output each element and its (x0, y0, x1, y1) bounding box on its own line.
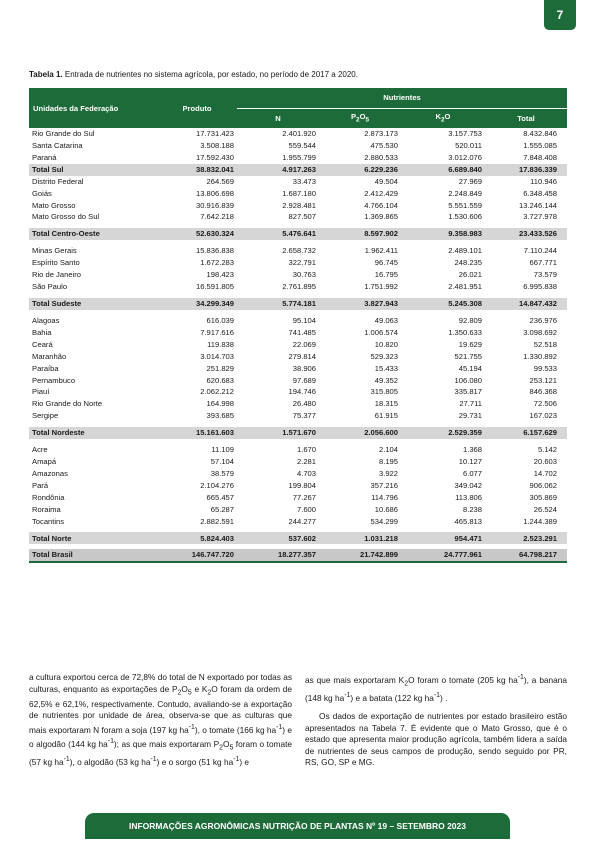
table-row (29, 375, 567, 387)
table-cell: 199.804 (288, 480, 316, 490)
table-cell: 954.471 (401, 532, 485, 544)
table-cell: 15.433 (374, 363, 398, 373)
table-cell: 2.523.291 (485, 532, 567, 544)
row-label: Paraná (32, 152, 57, 162)
total-row (29, 228, 567, 240)
table-caption (29, 70, 358, 79)
table-row (29, 269, 567, 281)
table-cell: 305.869 (529, 492, 557, 502)
table-cell: 5.774.181 (237, 298, 319, 310)
table-row (29, 468, 567, 480)
table-cell: 3.727.978 (523, 212, 557, 222)
row-label: Total Brasil (29, 549, 157, 562)
caption-label: Tabela 1. (29, 70, 63, 79)
table-cell: 846.368 (529, 387, 557, 397)
table-cell: 322.791 (288, 258, 316, 268)
table-cell: 26.524 (533, 504, 557, 514)
table-cell: 741.485 (288, 327, 316, 337)
table-row (29, 339, 567, 351)
table-row (29, 410, 567, 422)
table-cell: 349.042 (454, 480, 482, 490)
table-row (29, 492, 567, 504)
table-cell: 52.630.324 (157, 228, 237, 240)
table-cell: 10.820 (374, 339, 398, 349)
table-cell: 77.267 (292, 492, 316, 502)
table-row (29, 351, 567, 363)
table-cell: 1.244.389 (523, 516, 557, 526)
table-cell: 4.766.104 (364, 200, 398, 210)
row-label: Sergipe (32, 411, 59, 421)
table-cell: 2.481.951 (448, 282, 482, 292)
row-label: Acre (32, 445, 48, 455)
table-cell: 5.245.308 (401, 298, 485, 310)
table-cell: 244.277 (288, 516, 316, 526)
table-cell: 6.077 (462, 468, 482, 478)
table-cell: 18.277.357 (237, 549, 319, 562)
header-total: Total (485, 108, 567, 128)
table-row (29, 281, 567, 293)
table-row (29, 188, 567, 200)
row-label: Amapá (32, 457, 57, 467)
table-cell: 114.796 (371, 492, 398, 502)
table-body (29, 128, 567, 562)
table-cell: 8.597.902 (319, 228, 401, 240)
table-cell: 827.507 (288, 212, 316, 222)
table-cell: 465.813 (454, 516, 482, 526)
table-cell: 198.423 (206, 270, 234, 280)
table-row (29, 386, 567, 398)
table-cell: 521.755 (454, 351, 482, 361)
table-cell: 30.763 (292, 270, 316, 280)
table-cell: 38.832.041 (157, 164, 237, 176)
table-cell: 264.569 (206, 176, 234, 186)
table-cell: 21.742.899 (319, 549, 401, 562)
table-cell: 38.906 (292, 363, 316, 373)
table-cell: 26.480 (292, 399, 316, 409)
table-cell: 16.795 (374, 270, 398, 280)
table-cell: 14.702 (533, 468, 557, 478)
row-label: Maranhão (32, 351, 67, 361)
table-row (29, 363, 567, 375)
table-cell: 167.023 (529, 411, 557, 421)
table-cell: 1.031.218 (319, 532, 401, 544)
table-cell: 110.946 (530, 176, 557, 186)
row-label: São Paulo (32, 282, 68, 292)
table-cell: 2.658.732 (282, 246, 316, 256)
table-cell: 23.433.526 (485, 228, 567, 240)
table-cell: 2.873.173 (364, 129, 398, 138)
row-label: Santa Catarina (32, 140, 83, 150)
table-row (29, 327, 567, 339)
table-cell: 49.063 (374, 315, 398, 325)
table-row (29, 176, 567, 188)
table-cell: 1.530.606 (448, 212, 482, 222)
table-row (29, 211, 567, 223)
table-cell: 1.571.670 (237, 427, 319, 439)
footer-banner: INFORMAÇÕES AGRONÔMICAS NUTRIÇÃO DE PLANTAS Nº 19 – SETEMBRO 2023 (85, 813, 510, 839)
table-cell: 13.246.144 (518, 200, 557, 210)
table-cell: 8.432.846 (523, 129, 557, 138)
table-cell: 475.530 (370, 140, 398, 150)
table-row (29, 398, 567, 410)
total-row (29, 532, 567, 544)
table-cell: 3.508.188 (200, 140, 234, 150)
row-label: Alagoas (32, 315, 60, 325)
table-cell: 75.377 (292, 411, 316, 421)
paragraph-right-2: Os dados de exportação de nutrientes por estado brasileiro estão apresentados na Tabela 7. É evidente que o Mato Grosso, que é o estado que apresenta maior produção agrícola, também lidera a saída de nutrientes de seus campos de produção, sendo seguido por PR, RS, GO, SP e MG. (305, 711, 567, 768)
table-cell: 164.998 (206, 399, 234, 409)
header-nutrientes: Nutrientes (237, 88, 567, 108)
table-cell: 14.847.432 (485, 298, 567, 310)
table-cell: 7.642.218 (200, 212, 234, 222)
table-cell: 906.062 (529, 480, 557, 490)
table-cell: 1.368 (462, 445, 482, 455)
table-cell: 2.281 (296, 457, 316, 467)
table-cell: 1.672.283 (200, 258, 234, 268)
table-cell: 520.011 (455, 140, 482, 150)
row-label: Minas Gerais (32, 246, 77, 256)
row-label: Rio de Janeiro (32, 270, 81, 280)
table-cell: 251.829 (206, 363, 234, 373)
table-cell: 2.104 (378, 445, 398, 455)
row-label: Rio Grande do Norte (32, 399, 103, 409)
table-cell: 2.104.276 (200, 480, 234, 490)
table-cell: 2.401.920 (282, 129, 316, 138)
table-cell: 279.814 (288, 351, 316, 361)
table-cell: 5.142 (537, 445, 557, 455)
table-cell: 3.014.703 (200, 351, 234, 361)
total-row (29, 427, 567, 439)
table-cell: 57.104 (210, 457, 234, 467)
table-cell: 146.747.720 (157, 549, 237, 562)
table-cell: 27.711 (459, 399, 482, 409)
table-cell: 5.476.641 (237, 228, 319, 240)
table-cell: 65.287 (210, 504, 234, 514)
header-p2o5: $P_2O_5$ (319, 108, 401, 128)
table-cell: 113.806 (455, 492, 482, 502)
table-cell: 537.602 (237, 532, 319, 544)
table-cell: 97.689 (292, 375, 316, 385)
table-row (29, 444, 567, 456)
table-cell: 1.687.180 (282, 188, 316, 198)
table-cell: 357.216 (370, 480, 398, 490)
table-cell: 4.703 (296, 468, 316, 478)
header-n: N (237, 108, 319, 128)
table-cell: 7.848.408 (523, 152, 557, 162)
table-cell: 2.248.849 (448, 188, 482, 198)
body-text-left (29, 672, 292, 768)
table-cell: 13.806.698 (195, 188, 234, 198)
table-cell: 119.838 (207, 339, 234, 349)
table-cell: 17.836.339 (485, 164, 567, 176)
row-label: Espírito Santo (32, 258, 80, 268)
table-cell: 26.021 (458, 270, 482, 280)
table-cell: 2.761.895 (282, 282, 316, 292)
row-label: Paraíba (32, 363, 59, 373)
table-cell: 18.315 (374, 399, 398, 409)
table-cell: 8.195 (378, 457, 398, 467)
table-row (29, 456, 567, 468)
table-cell: 253.121 (529, 375, 557, 385)
table-cell: 315.805 (370, 387, 398, 397)
table-cell: 335.817 (454, 387, 482, 397)
table-cell: 96.745 (374, 258, 398, 268)
table-row (29, 152, 567, 164)
total-row (29, 298, 567, 310)
table-cell: 2.880.533 (364, 152, 398, 162)
table-cell: 529.323 (370, 351, 398, 361)
table-cell: 19.629 (458, 339, 482, 349)
table-cell: 1.006.574 (364, 327, 398, 337)
table-cell: 6.348.458 (523, 188, 557, 198)
table-cell: 236.976 (529, 315, 557, 325)
header-produto: Produto (157, 88, 237, 128)
table-cell: 52.518 (533, 339, 557, 349)
table-cell: 27.969 (458, 176, 482, 186)
table-cell: 17.731.423 (195, 129, 234, 138)
table-row (29, 245, 567, 257)
row-label: Total Nordeste (29, 427, 157, 439)
header-uf: Unidades da Federação (29, 88, 157, 128)
row-label: Piauí (32, 387, 50, 397)
table-cell: 559.544 (288, 140, 316, 150)
table-cell: 38.579 (210, 468, 234, 478)
table-row (29, 200, 567, 212)
row-label: Total Sul (29, 164, 157, 176)
total-row (29, 549, 567, 562)
table-cell: 99.533 (533, 363, 557, 373)
table-cell: 667.771 (529, 258, 557, 268)
table-cell: 534.299 (370, 516, 398, 526)
total-row (29, 164, 567, 176)
table-cell: 106.080 (454, 375, 482, 385)
table-row (29, 257, 567, 269)
table-cell: 33.473 (292, 176, 316, 186)
table-row (29, 516, 567, 528)
table-cell: 49.504 (374, 176, 398, 186)
body-text-right (305, 672, 567, 769)
row-label: Distrito Federal (32, 176, 84, 186)
row-label: Mato Grosso do Sul (32, 212, 100, 222)
row-label: Amazonas (32, 468, 68, 478)
table-cell: 2.882.591 (200, 516, 234, 526)
row-label: Mato Grosso (32, 200, 76, 210)
table-cell: 15.836.838 (195, 246, 234, 256)
table-cell: 620.683 (206, 375, 234, 385)
table-cell: 8.238 (462, 504, 482, 514)
paragraph-left: a cultura exportou cerca de 72,8% do total de N exportado por todas as culturas, enquanto as exportações de $P_2O_5$ e $K_2O$ foram da ordem de 62,5% e 62,1%, respectivamente. Contudo, avaliando-se a exportação de nutrientes por unidade de área, observa-se que as culturas que mais exportaram N foram a soja (197 kg $ha^{-1}$), o tomate (166 kg $ha^{-1}$) e o algodão (144 kg $ha^{-1}$); as que mais exportaram $P_2O_5$ foram o tomate (57 kg $ha^{-1}$), o algodão (53 kg $ha^{-1}$) e o sorgo (51 kg $ha^{-1}$) e (29, 672, 292, 767)
table-cell: 20.603 (533, 457, 557, 467)
table-cell: 92.809 (458, 315, 482, 325)
row-label: Pará (32, 480, 49, 490)
row-label: Tocantins (32, 516, 65, 526)
table-cell: 3.827.943 (319, 298, 401, 310)
table-row (29, 315, 567, 327)
table-cell: 49.352 (374, 375, 398, 385)
table-cell: 3.157.753 (448, 129, 482, 138)
paragraph-right-1: as que mais exportaram $K_2O$ foram o tomate (205 kg $ha^{-1}$), a banana (148 kg $ha^{-1}$) e a batata (122 kg $ha^{-1}$) . (305, 674, 568, 703)
table-cell: 5.551.559 (448, 200, 482, 210)
row-label: Bahia (32, 327, 52, 337)
table-cell: 1.670 (296, 445, 316, 455)
table-cell: 1.962.411 (364, 246, 398, 256)
table-row (29, 128, 567, 140)
row-label: Goiás (32, 188, 52, 198)
table-cell: 73.579 (533, 270, 557, 280)
table-cell: 30.916.839 (195, 200, 234, 210)
table-cell: 15.161.603 (157, 427, 237, 439)
table-row (29, 140, 567, 152)
table-cell: 3.922 (378, 468, 398, 478)
table-cell: 1.330.892 (523, 351, 557, 361)
table-cell: 2.489.101 (448, 246, 482, 256)
table-cell: 2.056.600 (319, 427, 401, 439)
page-number-badge: 7 (544, 0, 576, 30)
table-cell: 2.529.359 (401, 427, 485, 439)
table-cell: 6.995.838 (523, 282, 557, 292)
row-label: Rondônia (32, 492, 65, 502)
table-cell: 16.591.805 (195, 282, 234, 292)
table-cell: 6.157.629 (485, 427, 567, 439)
header-k2o: $K_2O$ (401, 108, 485, 128)
table-cell: 95.104 (292, 315, 316, 325)
table-cell: 45.194 (458, 363, 482, 373)
table-cell: 6.689.840 (401, 164, 485, 176)
row-label: Total Sudeste (29, 298, 157, 310)
table-cell: 393.685 (206, 411, 234, 421)
row-label: Pernambuco (32, 375, 76, 385)
table-cell: 5.824.403 (157, 532, 237, 544)
table-cell: 61.915 (374, 411, 398, 421)
table-cell: 34.299.349 (157, 298, 237, 310)
table-cell: 10.127 (458, 457, 482, 467)
table-cell: 7.917.616 (200, 327, 234, 337)
table-cell: 29.731 (458, 411, 482, 421)
table-cell: 4.917.263 (237, 164, 319, 176)
caption-text: Entrada de nutrientes no sistema agrícola, por estado, no período de 2017 a 2020. (62, 70, 358, 79)
table-cell: 17.592.430 (195, 152, 234, 162)
row-label: Total Centro-Oeste (29, 228, 157, 240)
table-cell: 1.751.992 (364, 282, 398, 292)
table-cell: 616.039 (206, 315, 234, 325)
table-cell: 64.798.217 (485, 549, 567, 562)
table-cell: 1.955.799 (282, 152, 316, 162)
nutrients-table (29, 88, 567, 563)
table-row (29, 480, 567, 492)
table-cell: 1.555.085 (523, 140, 557, 150)
row-label: Rio Grande do Sul (32, 129, 95, 138)
table-cell: 9.358.983 (401, 228, 485, 240)
table-cell: 24.777.961 (401, 549, 485, 562)
table-cell: 7.600 (296, 504, 316, 514)
row-label: Ceará (32, 339, 53, 349)
table-cell: 665.457 (206, 492, 234, 502)
table-cell: 2.928.481 (282, 200, 316, 210)
table-cell: 11.109 (211, 445, 234, 455)
row-label: Total Norte (29, 532, 157, 544)
table-row (29, 504, 567, 516)
table-cell: 72.506 (533, 399, 557, 409)
table-cell: 3.012.076 (448, 152, 482, 162)
table-cell: 6.229.236 (319, 164, 401, 176)
table-cell: 194.746 (288, 387, 316, 397)
table-cell: 3.098.692 (523, 327, 557, 337)
table-cell: 2.412.429 (364, 188, 398, 198)
table-cell: 1.350.633 (448, 327, 482, 337)
row-label: Roraima (32, 504, 61, 514)
table-cell: 10.686 (374, 504, 398, 514)
table-cell: 1.369.865 (364, 212, 398, 222)
table-cell: 2.062.212 (200, 387, 234, 397)
table-cell: 22.069 (292, 339, 316, 349)
table-cell: 248.235 (454, 258, 482, 268)
table-cell: 7.110.244 (523, 246, 557, 256)
